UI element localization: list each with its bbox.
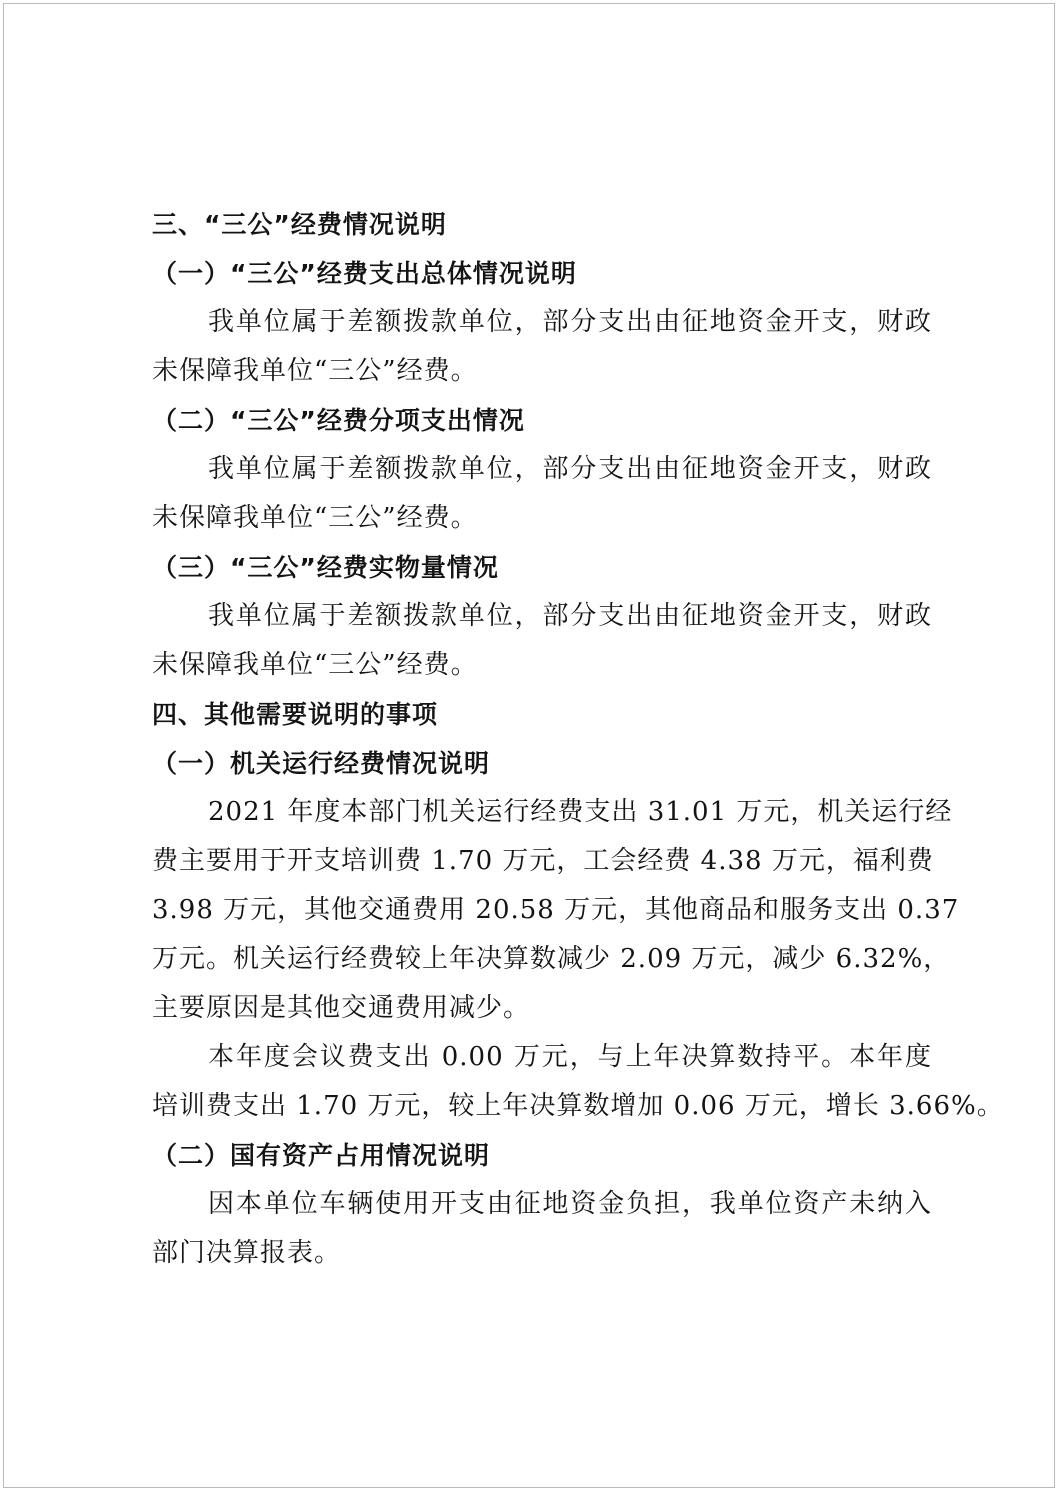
document-page [3, 3, 1055, 1488]
paragraph-line: 2021 年度本部门机关运行经费支出 31.01 万元，机关运行经 [208, 797, 953, 827]
document-body [152, 200, 1004, 1278]
paragraph-line: 未保障我单位“三公”经费。 [152, 650, 478, 680]
paragraph-line: 未保障我单位“三公”经费。 [152, 356, 478, 386]
paragraph-line: 万元。机关运行经费较上年决算数减少 2.09 万元，减少 6.32%， [152, 944, 951, 974]
paragraph-line: 我单位属于差额拨款单位，部分支出由征地资金开支，财政 [208, 601, 932, 631]
subsection-heading-3-2: （二）“三公”经费分项支出情况 [152, 406, 525, 435]
paragraph-line: 我单位属于差额拨款单位，部分支出由征地资金开支，财政 [208, 454, 932, 484]
paragraph-line: 我单位属于差额拨款单位，部分支出由征地资金开支，财政 [208, 307, 932, 337]
subsection-heading-3-3: （三）“三公”经费实物量情况 [152, 553, 499, 582]
paragraph-line: 本年度会议费支出 0.00 万元，与上年决算数持平。本年度 [208, 1042, 932, 1072]
subsection-heading-3-1: （一）“三公”经费支出总体情况说明 [152, 259, 577, 288]
section-heading-4: 四、其他需要说明的事项 [152, 700, 439, 729]
paragraph-line: 费主要用于开支培训费 1.70 万元，工会经费 4.38 万元，福利费 [152, 846, 934, 876]
paragraph-line: 因本单位车辆使用开支由征地资金负担，我单位资产未纳入 [208, 1189, 932, 1219]
paragraph-line: 未保障我单位“三公”经费。 [152, 503, 478, 533]
paragraph-line: 培训费支出 1.70 万元，较上年决算数增加 0.06 万元，增长 3.66%。 [152, 1091, 1004, 1121]
paragraph-line: 3.98 万元，其他交通费用 20.58 万元，其他商品和服务支出 0.37 [152, 895, 960, 925]
section-heading-3: 三、“三公”经费情况说明 [152, 210, 447, 239]
paragraph-line: 部门决算报表。 [152, 1238, 342, 1268]
paragraph-line: 主要原因是其他交通费用减少。 [152, 993, 531, 1023]
subsection-heading-4-1: （一）机关运行经费情况说明 [152, 749, 491, 778]
subsection-heading-4-2: （二）国有资产占用情况说明 [152, 1141, 491, 1170]
